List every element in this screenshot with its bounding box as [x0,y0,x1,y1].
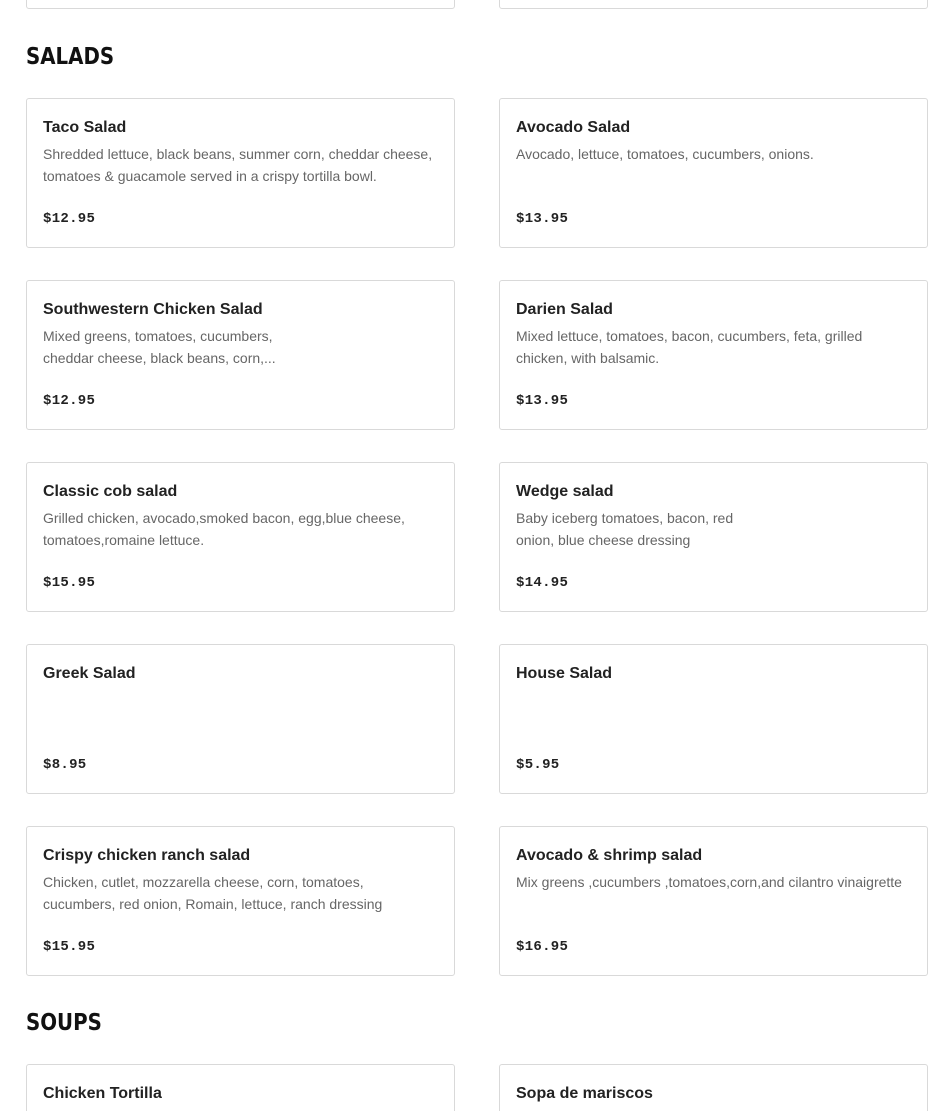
menu-item-card[interactable] [499,280,928,430]
menu-item-description: Mixed greens, tomatoes, cucumbers, cheddar cheese, black beans, corn,... [43,328,276,366]
menu-item-price: $15.95 [43,939,96,955]
menu-item-name: Greek Salad [43,665,136,682]
menu-item-price: $12.95 [43,211,96,227]
menu-item-card-previous-left[interactable] [26,0,455,9]
menu-item-price: $13.95 [516,211,569,227]
menu-item-card[interactable] [26,98,455,248]
menu-item-name: Sopa de mariscos [516,1085,653,1102]
menu-item-description: Shredded lettuce, black beans, summer corn, cheddar cheese, tomatoes & guacamole served in a crispy tortilla bowl. [43,146,433,184]
menu-item-name: Darien Salad [516,301,613,318]
menu-item-card-previous-right[interactable] [499,0,928,9]
menu-item-name: Avocado & shrimp salad [516,847,703,864]
menu-item-description: Chicken, cutlet, mozzarella cheese, corn, tomatoes, cucumbers, red onion, Romain, lettuce, ranch dressing [43,874,383,912]
menu-item-card[interactable] [499,826,928,976]
menu-item-name: Avocado Salad [516,119,631,136]
menu-item-price: $14.95 [516,575,569,591]
menu-item-description [43,689,438,733]
menu-item-name: Chicken Tortilla [43,1085,162,1102]
menu-item-card[interactable] [26,1064,455,1111]
menu-item-price: $5.95 [516,757,560,773]
menu-item-card[interactable] [499,462,928,612]
menu-item-price: $16.95 [516,939,569,955]
menu-item-name: Crispy chicken ranch salad [43,847,251,864]
menu-item-price: $13.95 [516,393,569,409]
menu-item-description: Avocado, lettuce, tomatoes, cucumbers, onions. [516,146,814,162]
menu-item-description: Baby iceberg tomatoes, bacon, red onion, blue cheese dressing [516,510,734,548]
menu-item-card[interactable] [499,98,928,248]
menu-item-card[interactable] [26,826,455,976]
menu-item-name: Classic cob salad [43,483,178,500]
menu-item-card[interactable] [26,462,455,612]
menu-item-description: Mixed lettuce, tomatoes, bacon, cucumbers, feta, grilled chicken, with balsamic. [516,328,863,366]
menu-item-price: $8.95 [43,757,87,773]
menu-item-card[interactable] [499,644,928,794]
menu-item-price: $15.95 [43,575,96,591]
menu-item-description: Grilled chicken, avocado,smoked bacon, egg,blue cheese, tomatoes,romaine lettuce. [43,510,405,548]
menu-item-name: Southwestern Chicken Salad [43,301,263,318]
section-title-salads: SALADS [26,44,115,70]
menu-item-name: Wedge salad [516,483,614,500]
menu-item-card[interactable] [26,644,455,794]
menu-item-price: $12.95 [43,393,96,409]
menu-item-card[interactable] [26,280,455,430]
section-title-soups: SOUPS [26,1010,102,1036]
menu-item-name: Taco Salad [43,119,127,136]
menu-item-name: House Salad [516,665,613,682]
menu-item-description [516,689,911,733]
menu-item-description: Mix greens ,cucumbers ,tomatoes,corn,and cilantro vinaigrette [516,874,902,890]
menu-item-card[interactable] [499,1064,928,1111]
